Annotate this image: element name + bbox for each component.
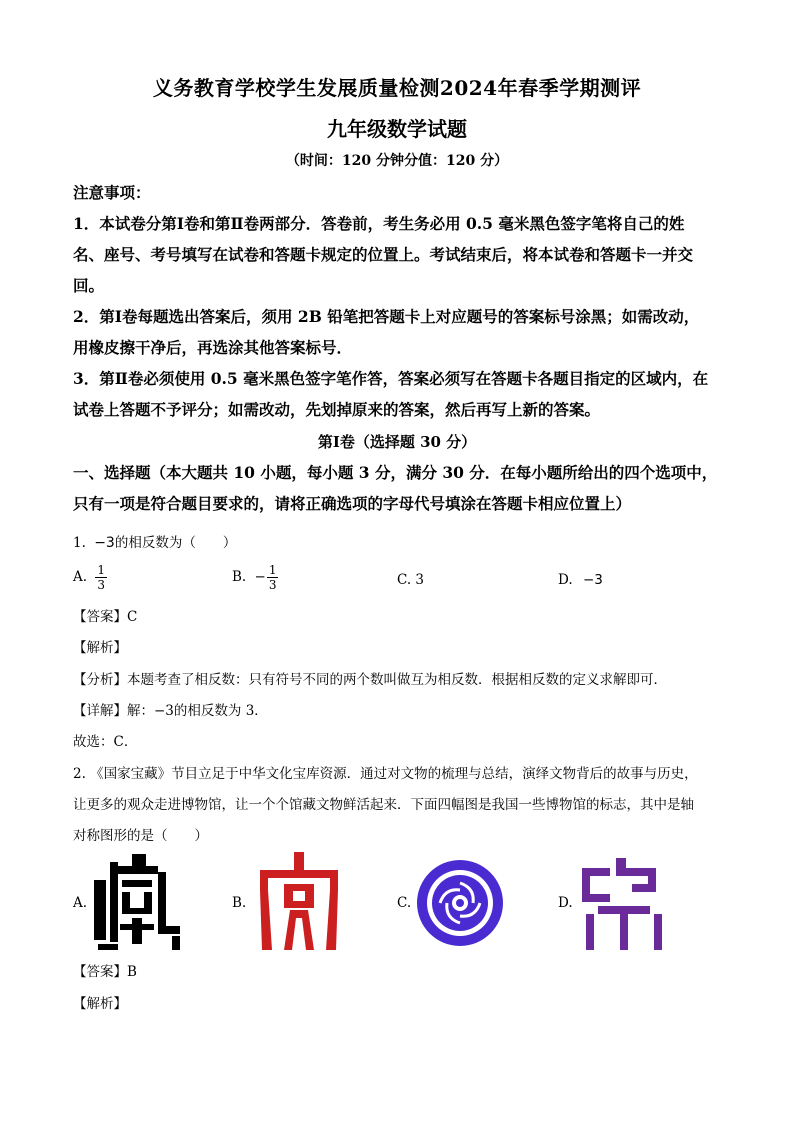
q1-answer [73,607,733,627]
minus-sign: − [254,569,266,585]
option-label: B. [232,569,247,585]
fraction-denominator: 3 [97,578,105,592]
option-label: A. [73,569,88,585]
q2-stem-line: 让更多的观众走进博物馆，让一个个馆藏文物鲜活起来．下面四幅图是我国一些博物馆的标志，其中是轴 [73,797,694,813]
q1-fenxi [73,670,733,690]
q1-analysis-tag: 【解析】 [73,640,127,656]
q1-stem-text: 的相反数为（ ） [114,535,237,551]
notice-line: 试卷上答题不予评分；如需改动，先划掉原来的答案，然后再写上新的答案。 [73,400,601,419]
q2-stem-line: 2. 《国家宝藏》节目立足于中华文化宝库资源．通过对文物的梳理与总结，演绎文物背后的故事与历史， [73,766,698,782]
answer-value: B [127,964,137,980]
exam-title: 义务教育学校学生发展质量检测2024年春季学期测评 [152,76,642,100]
option-value: −3 [582,572,603,588]
q2-option-c-label: C. [397,895,412,911]
q1-option-c: C. 3 [397,572,425,588]
xiangjie-text: 解：−3的相反数为 3． [127,703,268,719]
museum-logo-b-icon [256,852,342,952]
fraction-numerator: 1 [268,563,277,577]
fenxi-tag: 【分析】 [73,672,127,688]
exam-subtitle: 九年级数学试题 [327,117,467,141]
q2-option-b-label: B. [232,895,247,911]
notice-line: 1．本试卷分第Ⅰ卷和第Ⅱ卷两部分．答卷前，考生务必用 0.5 毫米黑色签字笔将自己的姓 [73,214,685,233]
q1-option-b [232,563,278,592]
q2-option-d-label: D. [558,895,573,911]
museum-logo-c-icon [415,858,505,948]
fraction [95,563,107,592]
q1-conclusion: 故选：C． [73,734,138,750]
section-intro-line: 只有一项是符合题目要求的，请将正确选项的字母代号填涂在答题卡相应位置上） [73,494,632,513]
q1-stem [73,533,733,553]
answer-tag: 【答案】 [73,964,127,980]
section-heading: 第Ⅰ卷（选择题 30 分） [317,433,477,451]
q1-option-a [73,563,107,592]
q1-expr: −3 [94,535,115,551]
q1-option-d [558,572,603,588]
section-intro-line: 一、选择题（本大题共 10 小题，每小题 3 分，满分 30 分．在每小题所给出的四个选项中， [73,463,718,482]
fraction [267,563,279,592]
q2-answer [73,962,733,982]
q2-stem-line: 对称图形的是（ ） [73,828,208,844]
answer-tag: 【答案】 [73,609,127,625]
notice-line: 3．第Ⅱ卷必须使用 0.5 毫米黑色签字笔作答，答案必须写在答题卡各题目指定的区域内，在 [73,369,709,388]
fenxi-text: 本题考查了相反数：只有符号不同的两个数叫做互为相反数．根据相反数的定义求解即可． [127,672,667,688]
notice-line: 用橡皮擦干净后，再选涂其他答案标号． [73,338,353,357]
notice-line: 名、座号、考号填写在试卷和答题卡规定的位置上。考试结束后，将本试卷和答题卡一并交 [73,245,694,264]
museum-logo-d-icon [580,858,668,952]
fraction-denominator: 3 [268,578,277,592]
museum-logo-a-icon [92,852,182,952]
notice-heading: 注意事项： [73,183,151,202]
notice-line: 2．第Ⅰ卷每题选出答案后，须用 2B 铅笔把答题卡上对应题号的答案标号涂黑；如需改动， [73,307,700,326]
time-info: （时间：120 分钟分值：120 分） [285,153,509,169]
xiangjie-tag: 【详解】 [73,703,127,719]
notice-line: 回。 [73,276,105,295]
fraction-numerator: 1 [97,563,105,577]
answer-value: C [127,609,138,625]
option-label: D. [558,572,573,588]
q1-xiangjie [73,701,733,721]
q1-number: 1. [73,535,86,551]
q2-option-a-label: A. [73,895,88,911]
q2-analysis-tag: 【解析】 [73,996,127,1012]
